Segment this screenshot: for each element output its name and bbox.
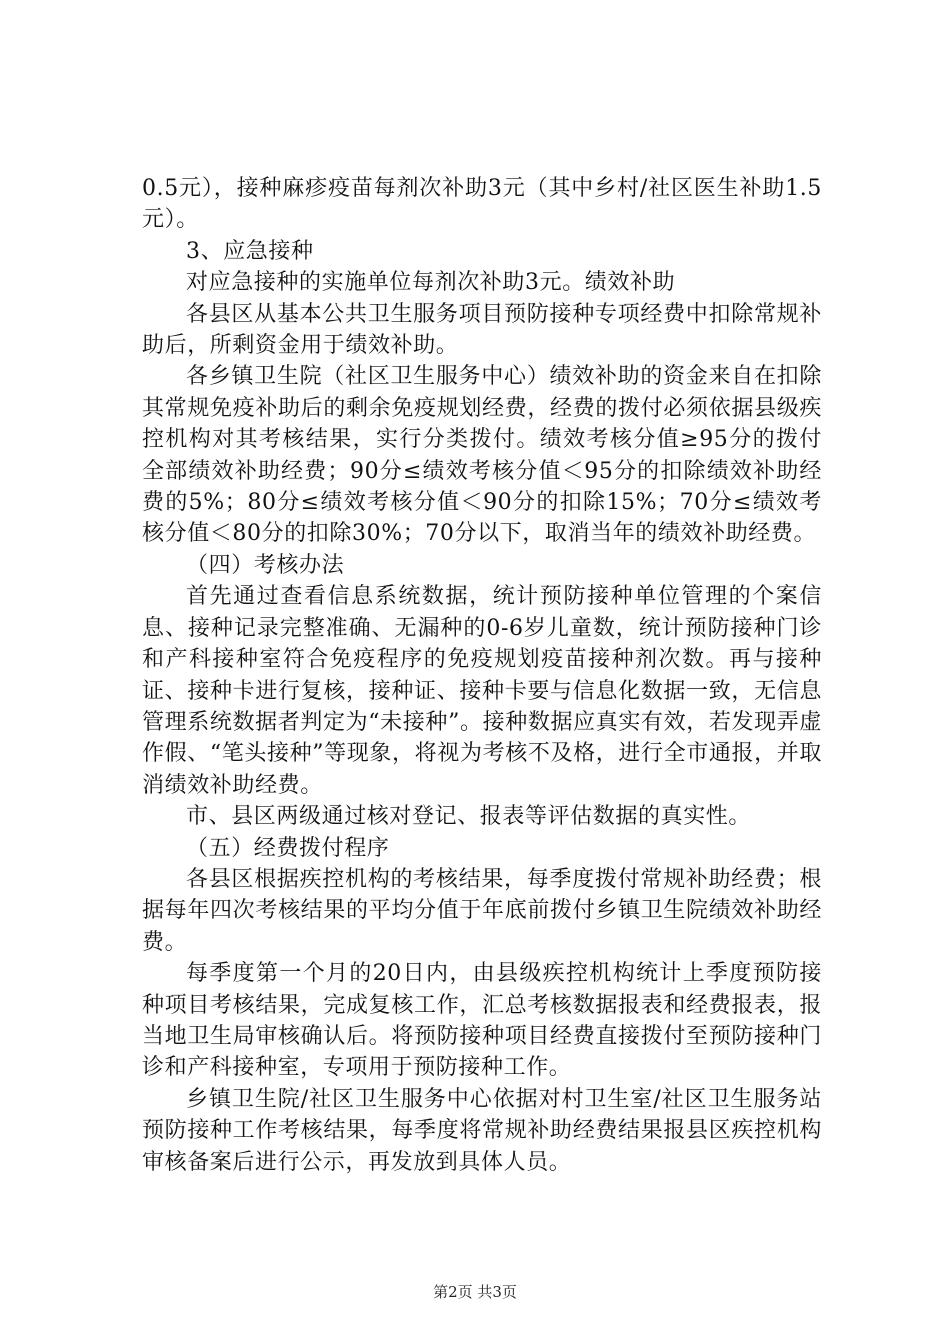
paragraph-9: 各县区根据疾控机构的考核结果，每季度拨付常规补助经费；根据每年四次考核结果的平均分值于年底前拨付乡镇卫生院绩效补助经费。	[142, 866, 822, 955]
page-footer	[0, 1281, 950, 1302]
paragraph-3: 各县区从基本公共卫生服务项目预防接种专项经费中扣除常规补助后，所剩资金用于绩效补助。	[142, 301, 822, 359]
paragraph-6: 首先通过查看信息系统数据，统计预防接种单位管理的个案信息、接种记录完整准确、无漏种的0-6岁儿童数，统计预防接种门诊和产科接种室符合免疫程序的免疫规划疫苗接种剂次数。再与接种证、接种卡进行复核，接种证、接种卡要与信息化数据一致，无信息管理系统数据者判定为“未接种”。接种数据应真实有效，若发现弄虚作假、“笔头接种”等现象，将视为考核不及格，进行全市通报，并取消绩效补助经费。	[142, 584, 822, 798]
paragraph-10: 每季度第一个月的20日内，由县级疾控机构统计上季度预防接种项目考核结果，完成复核工作，汇总考核数据报表和经费报表，报当地卫生局审核确认后。将预防接种项目经费直接拨付至预防接种门诊和产科接种室，专项用于预防接种工作。	[142, 961, 822, 1081]
paragraph-5: （四）考核办法	[186, 552, 345, 578]
paragraph-8: （五）经费拨付程序	[186, 835, 390, 861]
paragraph-0: 0.5元），接种麻疹疫苗每剂次补助3元（其中乡村/社区医生补助1.5元）。	[142, 176, 822, 233]
paragraph-11: 乡镇卫生院/社区卫生服务中心依据对村卫生室/社区卫生服务站预防接种工作考核结果，每季度将常规补助经费结果报县区疾控机构审核备案后进行公示，再发放到具体人员。	[142, 1086, 822, 1175]
page-number-label: 第2页 共3页	[433, 1283, 517, 1301]
paragraph-4: 各乡镇卫生院（社区卫生服务中心）绩效补助的资金来自在扣除其常规免疫补助后的剩余免疫规划经费，经费的拨付必须依据县级疾控机构对其考核结果，实行分类拨付。绩效考核分值≥95分的拨付全部绩效补助经费；90分≤绩效考核分值＜95分的扣除绩效补助经费的5%；80分≤绩效考核分值＜90分的扣除15%；70分≤绩效考核分值＜80分的扣除30%；70分以下，取消当年的绩效补助经费。	[142, 364, 822, 547]
paragraph-2: 对应急接种的实施单位每剂次补助3元。绩效补助	[186, 270, 676, 296]
paragraph-1: 3、应急接种	[186, 238, 314, 264]
paragraph-7: 市、县区两级通过核对登记、报表等评估数据的真实性。	[186, 804, 752, 830]
document-body	[142, 173, 822, 1178]
